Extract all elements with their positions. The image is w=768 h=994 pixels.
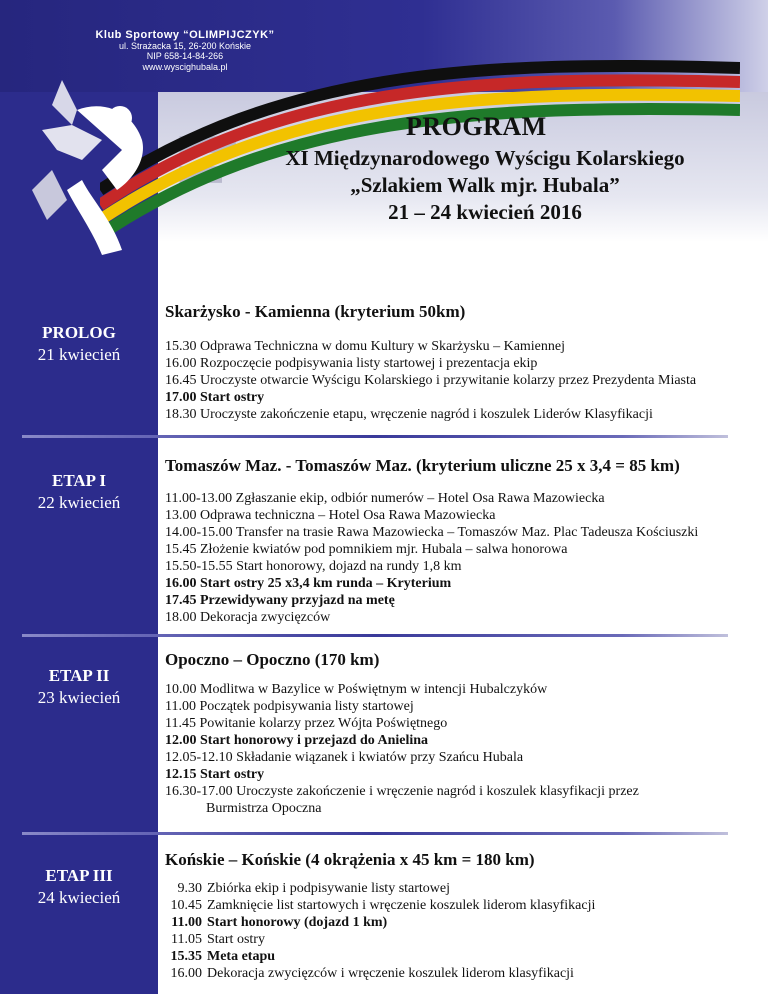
schedule-item [160, 965, 595, 982]
stage-name: ETAP II [48, 666, 110, 685]
schedule-item: 17.00 Start ostry [165, 390, 265, 405]
schedule-item: 16.00 Start ostry 25 x3,4 km runda – Kryterium [165, 576, 452, 591]
schedule-item [160, 914, 595, 931]
schedule-text: Zbiórka ekip i podpisywanie listy startowej [207, 881, 451, 896]
schedule-text: Start ostry [207, 932, 265, 947]
faded-background-graphic: ▆▆▆▆ [180, 132, 236, 152]
schedule-item: 13.00 Odprawa techniczna – Hotel Osa Rawa Mazowiecka [165, 508, 496, 523]
schedule-item: 18.00 Dekoracja zwycięzców [165, 610, 331, 625]
stage-label-etap-2 [0, 665, 158, 709]
schedule-item: 14.00-15.00 Transfer na trasie Rawa Mazowiecka – Tomaszów Maz. Plac Tadeusza Kościuszki [165, 525, 699, 540]
schedule-item [160, 948, 595, 965]
club-name: Klub Sportowy “OLIMPIJCZYK” [95, 29, 275, 41]
event-title: XI Międzynarodowego Wyścigu Kolarskiego [285, 146, 685, 170]
club-nip: NIP 658-14-84-266 [146, 51, 224, 61]
club-url: www.wyscighubala.pl [142, 61, 228, 72]
section-title: Opoczno – Opoczno (170 km) [165, 650, 380, 669]
schedule-item: 15.30 Odprawa Techniczna w domu Kultury w Skarżysku – Kamiennej [165, 339, 565, 354]
schedule-item: 16.45 Uroczyste otwarcie Wyścigu Kolarskiego i przywitanie kolarzy przez Prezydenta Miasta [165, 373, 697, 388]
schedule-item: 10.00 Modlitwa w Bazylice w Poświętnym w intencji Hubalczyków [165, 682, 548, 697]
schedule-time: 11.00 [171, 915, 202, 930]
stage-date: 24 kwiecień [37, 888, 121, 907]
stage-date: 23 kwiecień [37, 688, 121, 707]
schedule-time: 16.00 [170, 966, 202, 981]
schedule-item: 12.05-12.10 Składanie wiązanek i kwiatów przy Szańcu Hubala [165, 750, 524, 765]
schedule-item: 11.45 Powitanie kolarzy przez Wójta Poświętnego [165, 716, 448, 731]
schedule-time: 15.35 [170, 949, 202, 964]
schedule-item: 16.00 Rozpoczęcie podpisywania listy startowej i prezentacja ekip [165, 356, 538, 371]
schedule-item: 11.00 Początek podpisywania listy startowej [165, 699, 414, 714]
section-divider [22, 435, 728, 438]
schedule-item: 12.15 Start ostry [165, 767, 265, 782]
event-subtitle: „Szlakiem Walk mjr. Hubala” [350, 173, 620, 197]
schedule-item [160, 880, 595, 897]
schedule-item: 15.45 Złożenie kwiatów pod pomnikiem mjr. Hubala – salwa honorowa [165, 542, 568, 557]
stage-date: 21 kwiecień [37, 345, 121, 364]
schedule-item: Burmistrza Opoczna [206, 801, 322, 816]
schedule-text: Zamknięcie list startowych i wręczenie koszulek liderom klasyfikacji [207, 898, 596, 913]
schedule-list [165, 338, 696, 423]
schedule-list [165, 490, 698, 626]
schedule-item [160, 931, 595, 948]
eagle-cyclist-logo-icon [22, 70, 162, 260]
schedule-item: 12.00 Start honorowy i przejazd do Anielina [165, 733, 429, 748]
schedule-item: 16.30-17.00 Uroczyste zakończenie i wręczenie nagród i koszulek klasyfikacji przez [165, 784, 639, 799]
schedule-text: Dekoracja zwycięzców i wręczenie koszulek liderom klasyfikacji [207, 966, 574, 981]
stage-date: 22 kwiecień [37, 493, 121, 512]
stage-label-etap-1 [0, 470, 158, 514]
schedule-item: 11.00-13.00 Zgłaszanie ekip, odbiór numerów – Hotel Osa Rawa Mazowiecka [165, 491, 605, 506]
stage-label-etap-3 [0, 865, 158, 909]
club-address: ul. Strażacka 15, 26-200 Końskie [118, 40, 252, 51]
schedule-text: Start honorowy (dojazd 1 km) [207, 915, 388, 930]
section-divider [22, 832, 728, 835]
schedule-list [165, 681, 639, 817]
schedule-time: 11.05 [171, 932, 202, 947]
stage-name: PROLOG [42, 323, 116, 342]
section-title: Skarżysko - Kamienna (kryterium 50km) [165, 302, 466, 321]
club-info [70, 30, 300, 72]
schedule-item [160, 897, 595, 914]
section-title: Tomaszów Maz. - Tomaszów Maz. (kryterium uliczne 25 x 3,4 = 85 km) [165, 456, 680, 475]
stage-label-prolog [0, 322, 158, 366]
schedule-item: 15.50-15.55 Start honorowy, dojazd na rundy 1,8 km [165, 559, 462, 574]
schedule-list [160, 880, 595, 982]
stage-name: ETAP I [51, 471, 106, 490]
section-title: Końskie – Końskie (4 okrążenia x 45 km = 180 km) [165, 850, 535, 869]
schedule-item: 18.30 Uroczyste zakończenie etapu, wręczenie nagród i koszulek Liderów Klasyfikacji [165, 407, 653, 422]
faded-background-graphic: ▆▆▆ [180, 162, 222, 182]
section-divider [22, 634, 728, 637]
schedule-item: 17.45 Przewidywany przyjazd na metę [165, 593, 395, 608]
program-title: PROGRAM [406, 112, 547, 141]
schedule-text: Meta etapu [207, 949, 276, 964]
schedule-time: 9.30 [177, 881, 202, 896]
schedule-time: 10.45 [170, 898, 202, 913]
event-dates: 21 – 24 kwiecień 2016 [388, 200, 582, 224]
stage-name: ETAP III [45, 866, 113, 885]
